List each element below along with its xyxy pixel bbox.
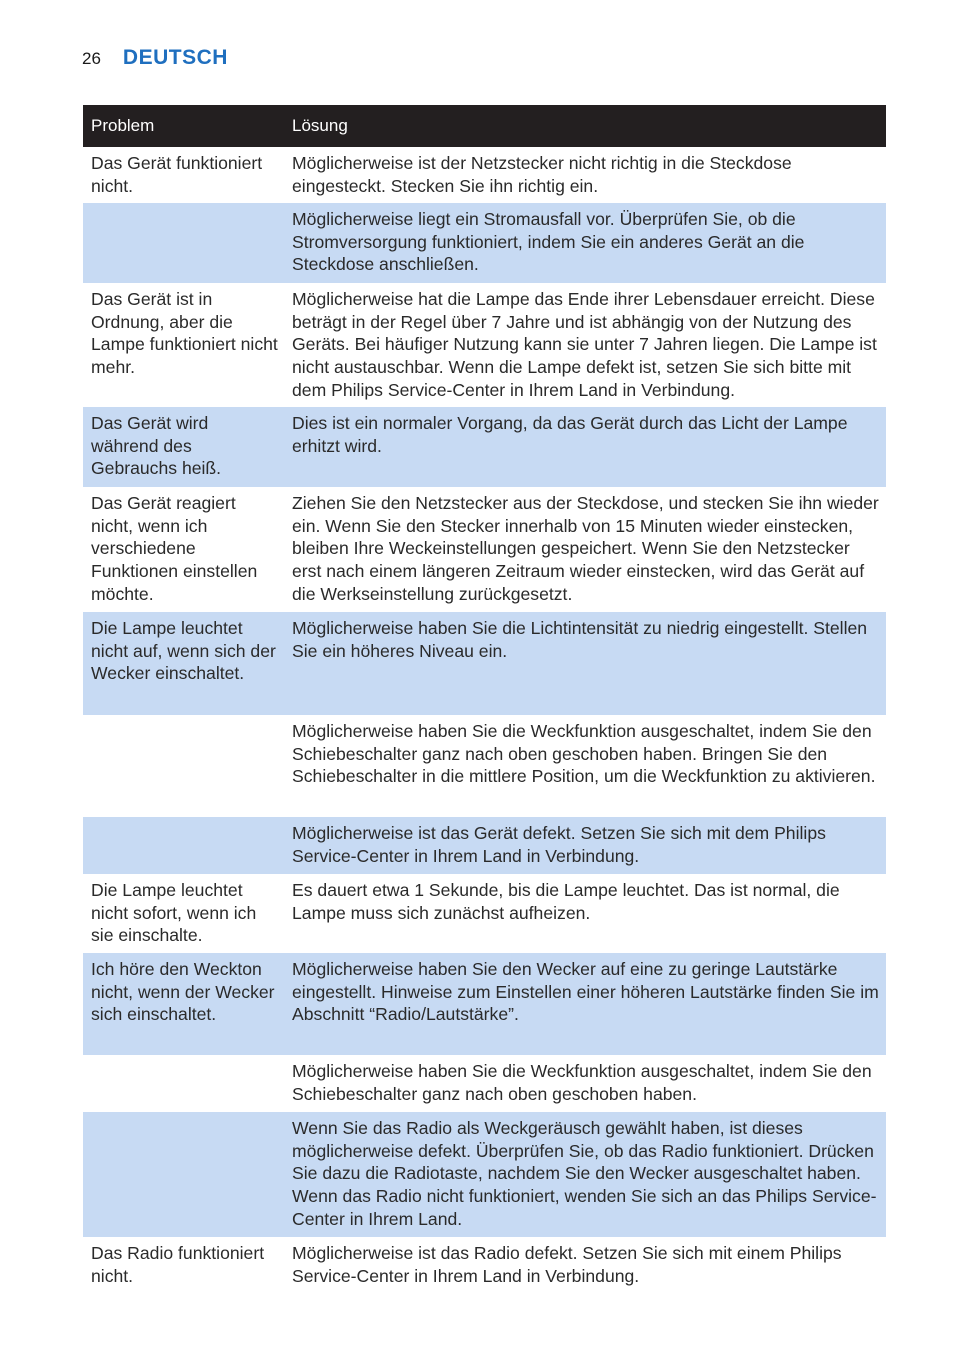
problem-cell: Das Radio funktioniert nicht. [91, 1243, 265, 1286]
solution-cell: Dies ist ein normaler Vorgang, da das Gerät durch das Licht der Lampe erhitzt wird. [292, 413, 848, 456]
solution-cell: Möglicherweise haben Sie die Weckfunktion ausgeschaltet, indem Sie den Schiebeschalter ganz nach oben geschoben haben. [292, 1061, 872, 1104]
problem-cell: Das Gerät funktioniert nicht. [91, 153, 263, 196]
table-row [83, 1112, 886, 1237]
solution-cell: Möglicherweise ist das Gerät defekt. Setzen Sie sich mit dem Philips Service-Center in Ihrem Land in Verbindung. [292, 823, 826, 866]
solution-cell: Möglicherweise liegt ein Stromausfall vor. Überprüfen Sie, ob die Stromversorgung funktioniert, indem Sie ein anderes Gerät an die Steckdose anschließen. [292, 209, 805, 275]
problem-cell [83, 817, 284, 874]
table-row [83, 953, 886, 1055]
solution-cell: Möglicherweise ist der Netzstecker nicht richtig in die Steckdose eingesteckt. Stecken Sie ihn richtig ein. [292, 153, 792, 196]
table-header [83, 105, 886, 147]
problem-cell [83, 1055, 284, 1112]
section-title: DEUTSCH [122, 46, 228, 69]
table-row [83, 612, 886, 715]
table-row [83, 407, 886, 487]
problem-cell: Die Lampe leuchtet nicht sofort, wenn ich sie einschalte. [91, 880, 257, 946]
table-row [83, 487, 886, 612]
table-row [83, 874, 886, 953]
solution-cell: Möglicherweise haben Sie den Wecker auf eine zu geringe Lautstärke eingestellt. Hinweise zum Einstellen einer höheren Lautstärke finden Sie im Abschnitt “Radio/Lautstärke”. [292, 959, 879, 1025]
solution-cell: Möglicherweise hat die Lampe das Ende ihrer Lebensdauer erreicht. Diese beträgt in der Regel über 7 Jahre und ist abhängig von der Nutzung des Geräts. Bei häufiger Nutzung kann sie unter 7 Jahren liegen. Die Lampe ist nicht austauschbar. Wenn die Lampe defekt ist, setzen Sie sich bitte mit dem Philips Service-Center in Ihrem Land in Verbindung. [292, 289, 877, 400]
solution-cell: Möglicherweise haben Sie die Weckfunktion ausgeschaltet, indem Sie den Schiebeschalter ganz nach oben geschoben haben. Bringen Sie den Schiebeschalter in die mittlere Position, um die Weckfunktion zu aktivieren. [292, 721, 876, 787]
problem-cell: Die Lampe leuchtet nicht auf, wenn sich der Wecker einschaltet. [91, 618, 276, 684]
table-row [83, 147, 886, 203]
solution-cell: Möglicherweise ist das Radio defekt. Setzen Sie sich mit einem Philips Service-Center in Ihrem Land in Verbindung. [292, 1243, 842, 1286]
problem-cell: Das Gerät ist in Ordnung, aber die Lampe funktioniert nicht mehr. [91, 289, 278, 378]
problem-cell [83, 715, 284, 817]
table-row [83, 1237, 886, 1295]
column-header-solution: Lösung [292, 116, 348, 135]
problem-cell [83, 1112, 284, 1237]
table-row [83, 817, 886, 874]
page-number: 26 [82, 49, 101, 68]
problem-cell: Das Gerät wird während des Gebrauchs heiß. [91, 413, 222, 479]
column-header-problem: Problem [91, 116, 155, 135]
problem-cell [83, 203, 284, 283]
table-row [83, 1055, 886, 1112]
solution-cell: Wenn Sie das Radio als Weckgeräusch gewählt haben, ist dieses möglicherweise defekt. Überprüfen Sie, ob das Radio funktioniert. Drücken Sie dazu die Radiotaste, nachdem Sie den Wecker ausgeschaltet haben. Wenn das Radio nicht funktioniert, wenden Sie sich an das Philips Service-Center in Ihrem Land. [292, 1118, 877, 1229]
troubleshooting-table [83, 105, 886, 1295]
solution-cell: Ziehen Sie den Netzstecker aus der Steckdose, und stecken Sie ihn wieder ein. Wenn Sie den Stecker innerhalb von 15 Minuten wieder einstecken, bleiben Ihre Weckeinstellungen gespeichert. Wenn Sie den Netzstecker erst nach einem längeren Zeitraum wieder einstecken, wird das Gerät auf die Werkseinstellung zurückgesetzt. [292, 493, 879, 604]
page-header [82, 46, 228, 76]
problem-cell: Ich höre den Weckton nicht, wenn der Wecker sich einschaltet. [91, 959, 275, 1025]
solution-cell: Möglicherweise haben Sie die Lichtintensität zu niedrig eingestellt. Stellen Sie ein höheres Niveau ein. [292, 618, 868, 661]
solution-cell: Es dauert etwa 1 Sekunde, bis die Lampe leuchtet. Das ist normal, die Lampe muss sich zunächst aufheizen. [292, 880, 840, 923]
table-row [83, 715, 886, 817]
problem-cell: Das Gerät reagiert nicht, wenn ich verschiedene Funktionen einstellen möchte. [91, 493, 258, 604]
table-row [83, 203, 886, 283]
table-row [83, 283, 886, 407]
